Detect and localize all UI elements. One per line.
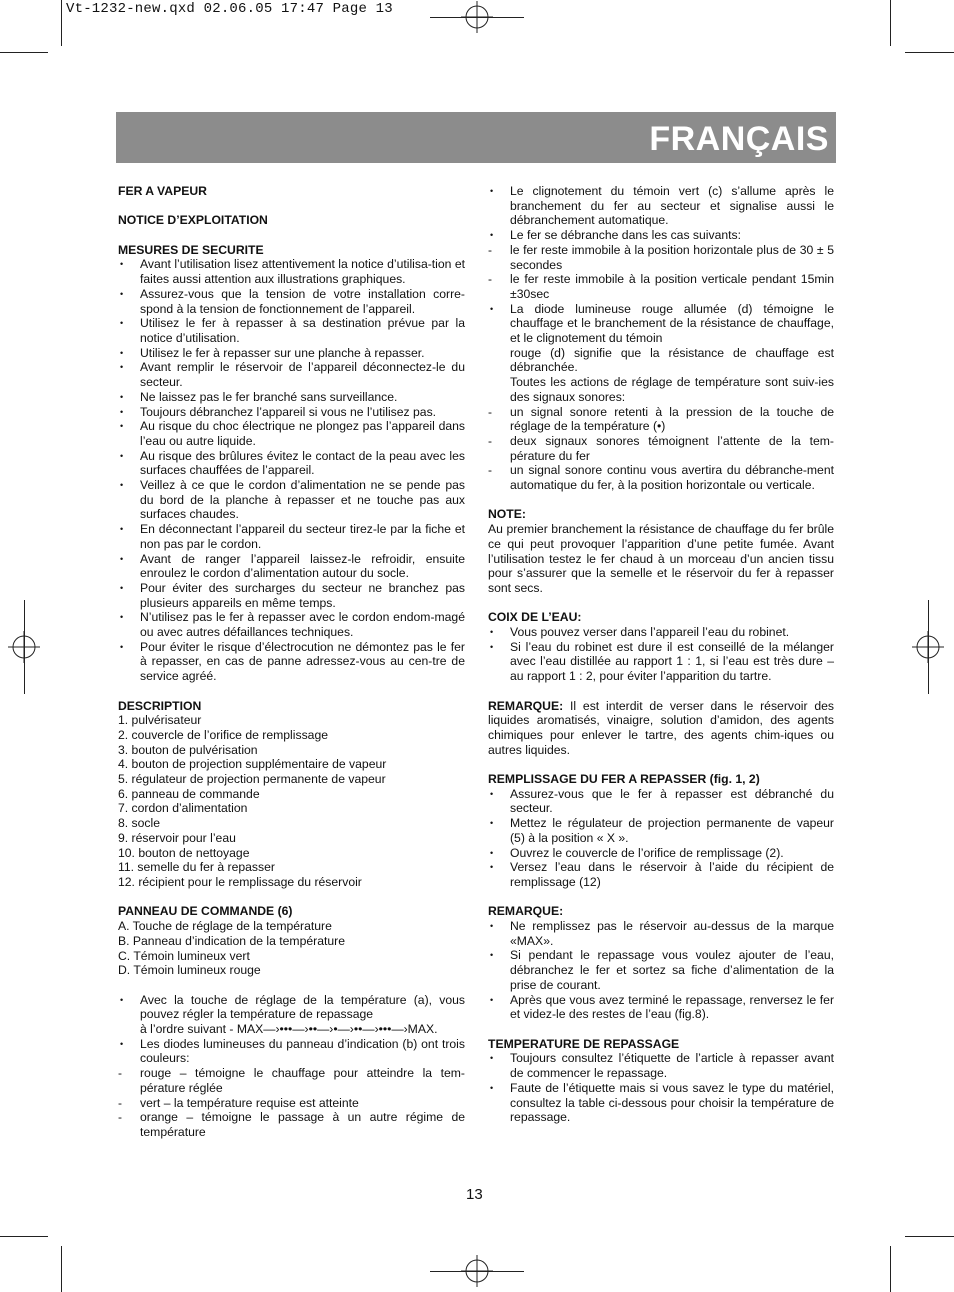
list-item: • Assurez-vous que le fer à repasser est débranché du secteur. [488, 787, 834, 816]
list-item: • Assurez-vous que la tension de votre installation corre-spond à la tension de fonctionnement de l’appareil. [118, 287, 465, 316]
list-item: • Le clignotement du témoin vert (c) s’allume après le branchement du fer au secteur et signalise aussi le débranchement automatique. [488, 184, 834, 228]
section-heading: REMPLISSAGE DU FER A REPASSER (fig. 1, 2) [488, 772, 760, 787]
list-item: • Ouvrez le couvercle de l’orifice de remplissage (2). [488, 846, 834, 861]
list-item: • Ne laissez pas le fer branché sans surveillance. [118, 390, 465, 405]
registration-line [928, 600, 929, 694]
controls-list [118, 993, 465, 1140]
crop-mark [890, 1246, 891, 1292]
remark-label: REMARQUE: [488, 698, 564, 713]
print-slug: Vt-1232-new.qxd 02.06.05 17:47 Page 13 [66, 1, 393, 17]
list-item: 11. semelle du fer à repasser [118, 860, 275, 875]
panel-list [118, 919, 465, 978]
list-item: 12. récipient pour le remplissage du réservoir [118, 875, 362, 889]
list-item: 7. cordon d’alimentation [118, 801, 248, 816]
note-paragraph: Au premier branchement la résistance de chauffage du fer brûle ce qui peut provoquer l’apparition d’une petite fumée. Avant l’utilisation testez le fer chaud à un morceau d’un ancien tissu pour s’assurer que la semelle et le réservoir du fer à repasser sont secs. [488, 522, 834, 595]
list-item: 6. panneau de commande [118, 786, 260, 801]
section-heading: REMARQUE: [488, 904, 564, 919]
list-item: • Pour éviter le risque d’électrocution ne démontez pas le fer à repasser, en cas de panne adressez-vous au cen-tre de service agréé. [118, 640, 465, 684]
remark-list [488, 919, 834, 1022]
section-heading: PANNEAU DE COMMANDE (6) [118, 904, 293, 919]
crop-mark [61, 1246, 62, 1292]
list-item: - rouge – témoigne le chauffage pour atteindre la tem-pérature réglée [118, 1066, 465, 1095]
crop-mark [61, 0, 62, 46]
language-banner [116, 112, 836, 163]
list-item: • La diode lumineuse rouge allumée (d) témoigne le chauffage et le branchement de la résistance de chauffage, et le clignotement du témoin [488, 302, 834, 346]
list-item: • Avant l’utilisation lisez attentivement la notice d’utilisa-tion et faites aussi attention aux illustrations graphiques. [118, 257, 465, 286]
registration-line [430, 17, 524, 18]
registration-line [24, 600, 25, 694]
list-item: 2. couvercle de l’orifice de remplissage [118, 727, 328, 742]
remark-text: Il est interdit de verser dans le réservoir des liquides aromatisés, vinaigre, solution d’amidon, des agents chimiques pour enlever le tartre, des agents chim-iques ou autres liquides. [488, 698, 834, 757]
right-column [488, 184, 834, 1125]
list-item: D. Témoin lumineux rouge [118, 963, 261, 978]
list-item: B. Panneau d’indication de la température [118, 933, 345, 948]
list-item: • En déconnectant l’appareil du secteur tirez-le par la fiche et non pas par le cordon. [118, 522, 465, 551]
crop-mark [0, 1236, 48, 1237]
list-item: • Vous pouvez verser dans l’appareil l’eau du robinet. [488, 625, 834, 640]
list-item: 4. bouton de projection supplémentaire de vapeur [118, 757, 387, 772]
list-item: 3. bouton de pulvérisation [118, 742, 258, 757]
list-item: • Ne remplissez pas le réservoir au-dessus de la marque «MAX». [488, 919, 834, 948]
list-item: 1. pulvérisateur [118, 713, 202, 728]
safety-list [118, 257, 465, 683]
section-heading: COIX DE L’EAU: [488, 610, 582, 625]
list-item: - vert – la température requise est atteinte [118, 1096, 465, 1111]
item-text: Avec la touche de réglage de la température (a), vous pouvez régler la température de repassage [140, 992, 465, 1022]
description-list [118, 713, 465, 889]
list-item: rouge (d) signifie que la résistance de chauffage est débranchée. [510, 345, 834, 375]
list-item [118, 993, 465, 1037]
list-item: - le fer reste immobile à la position horizontale plus de 30 ± 5 secondes [488, 243, 834, 272]
banner-title: FRANÇAIS [649, 120, 829, 158]
list-item: • Mettez le régulateur de projection permanente de vapeur (5) à la position « X ». [488, 816, 834, 845]
crop-mark [905, 1236, 954, 1237]
section-heading: NOTICE D’EXPLOITATION [118, 213, 268, 228]
list-item: 8. socle [118, 816, 161, 831]
list-item: A. Touche de réglage de la température [118, 919, 332, 934]
list-item: • Après que vous avez terminé le repassage, renversez le fer et videz-le des restes de l’eau (fig.8). [488, 993, 834, 1022]
list-item: • Faute de l’étiquette mais si vous savez le type du matériel, consultez la table ci-dessous pour choisir la température de repassage. [488, 1081, 834, 1125]
fill-list [488, 787, 834, 890]
list-item: • Au risque du choc électrique ne plongez pas l’appareil dans l’eau ou autre liquide. [118, 419, 465, 448]
list-item: - orange – témoigne le passage à un autre régime de température [118, 1110, 465, 1139]
section-heading: FER A VAPEUR [118, 184, 207, 198]
list-item: • Toujours consultez l’étiquette de l’article à repasser avant de commencer le repassage. [488, 1051, 834, 1080]
list-item: - un signal sonore continu vous avertira du débranche-ment automatique du fer, à la position horizontale ou verticale. [488, 463, 834, 492]
list-item: 5. régulateur de projection permanente de vapeur [118, 772, 386, 787]
temperature-list [488, 1051, 834, 1125]
list-item: • N’utilisez pas le fer à repasser avec le cordon endom-magé ou avec autres défaillances techniques. [118, 610, 465, 639]
crop-mark [905, 52, 954, 53]
list-item: 10. bouton de nettoyage [118, 845, 250, 860]
list-item: • Utilisez le fer à repasser à sa destination prévue par la notice d’utilisation. [118, 316, 465, 345]
section-heading: MESURES DE SECURITE [118, 242, 264, 257]
list-item: • Avant remplir le réservoir de l’appareil déconnectez-le du secteur. [118, 360, 465, 389]
indicator-list [488, 184, 834, 493]
list-item: - un signal sonore retenti à la pression de la touche de réglage de la température (•) [488, 405, 834, 434]
list-item: • Veillez à ce que le cordon d’alimentation ne se pende pas du bord de la planche à repasser et ne touche pas aux surfaces chaudes. [118, 478, 465, 522]
crop-mark [0, 52, 48, 53]
list-item: • Pour éviter des surcharges du secteur ne branchez pas plusieurs appareils en même temps. [118, 581, 465, 610]
list-item: • Avant de ranger l’appareil laissez-le refroidir, ensuite enroulez le cordon d’alimentation autour du socle. [118, 552, 465, 581]
section-heading: DESCRIPTION [118, 698, 202, 713]
list-item: - le fer reste immobile à la position verticale pendant 15min ±30sec [488, 272, 834, 301]
remark-paragraph [488, 699, 834, 758]
left-column [118, 184, 465, 1140]
list-item: - deux signaux sonores témoignent l’attente de la tem-pérature du fer [488, 434, 834, 463]
list-item: • Versez l’eau dans le réservoir à l’aide du récipient de remplissage (12) [488, 860, 834, 889]
list-item: • Si pendant le repassage vous voulez ajouter de l’eau, débranchez le fer et sortez sa fiche d’alimentation de la prise de courant. [488, 948, 834, 992]
list-item: • Les diodes lumineuses du panneau d’indication (b) ont trois couleurs: [118, 1037, 465, 1066]
water-list [488, 625, 834, 684]
list-item: • Le fer se débranche dans les cas suivants: [488, 228, 834, 243]
list-item: 9. réservoir pour l’eau [118, 830, 236, 845]
list-item: C. Témoin lumineux vert [118, 948, 250, 963]
list-item: • Utilisez le fer à repasser sur une planche à repasser. [118, 346, 465, 361]
list-item: • Toujours débranchez l’appareil si vous ne l’utilisez pas. [118, 405, 465, 420]
registration-line [430, 1271, 524, 1272]
item-text: à l’ordre suivant - MAX—›•••—›••—›•—›••—›•••—›MAX. [140, 1022, 438, 1036]
crop-mark [890, 0, 891, 46]
page-number: 13 [466, 1186, 483, 1203]
section-heading: NOTE: [488, 507, 526, 522]
section-heading: TEMPERATURE DE REPASSAGE [488, 1036, 680, 1051]
list-item: Toutes les actions de réglage de température sont suiv-ies des signaux sonores: [510, 375, 834, 404]
list-item: • Au risque des brûlures évitez le contact de la peau avec les surfaces chauffées de l’appareil. [118, 449, 465, 478]
list-item: • Si l’eau du robinet est dure il est conseillé de la mélanger avec l’eau distillée au rapport 1 : 1, si l’eau est très dure – au rapport 1 : 2, pour éviter l’apparition du tartre. [488, 640, 834, 684]
